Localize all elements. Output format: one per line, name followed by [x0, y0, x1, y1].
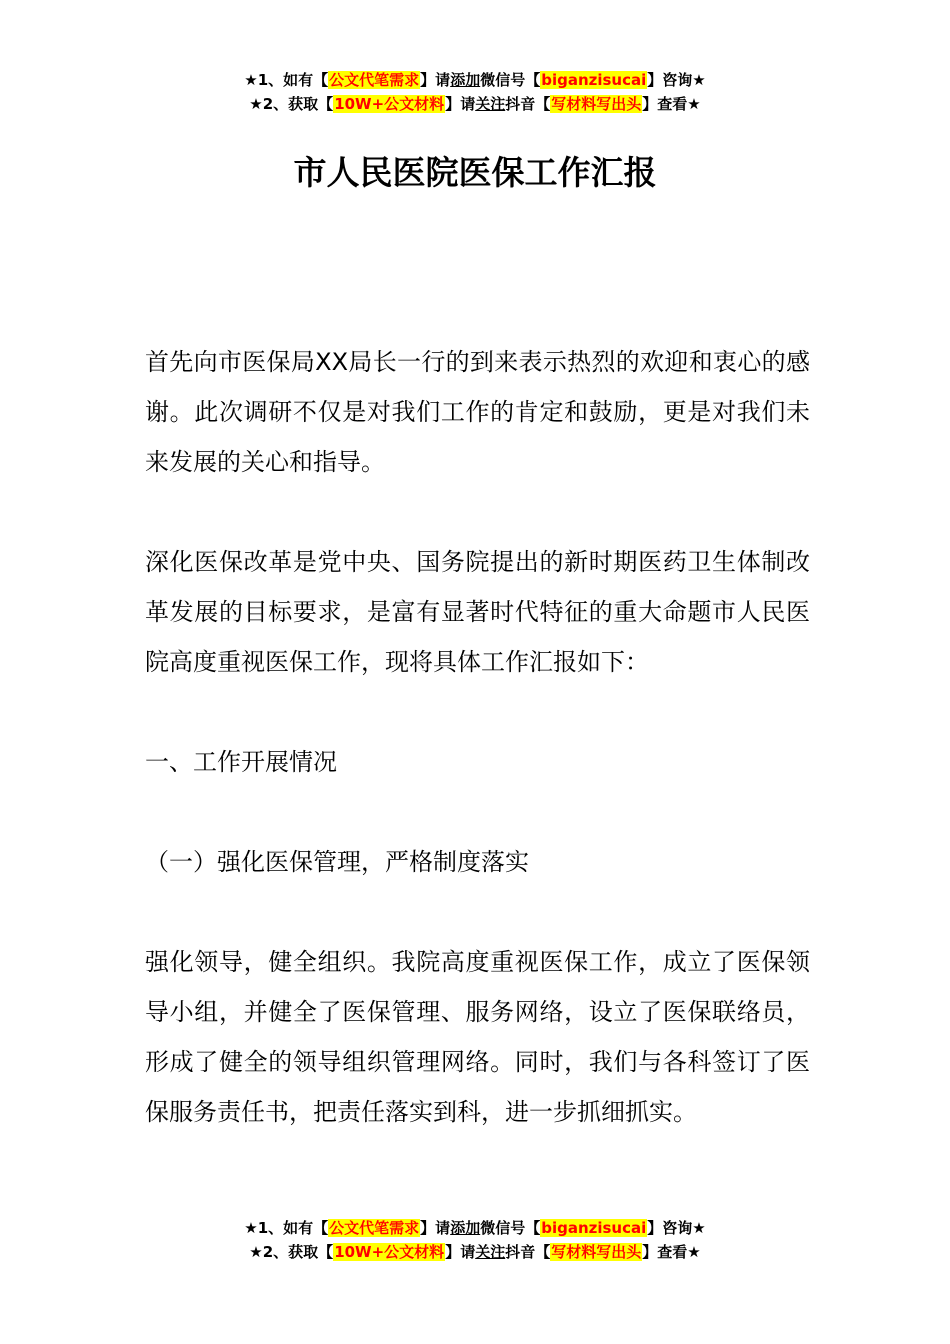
banner-text: 抖音【: [505, 95, 551, 113]
banner-text: 抖音【: [505, 1243, 551, 1261]
banner-text: 】查看★: [642, 95, 701, 113]
banner-text: 】咨询★: [647, 1219, 706, 1237]
banner-text: 】查看★: [642, 1243, 701, 1261]
banner-text: 】请: [420, 71, 451, 89]
banner-line-2: [0, 92, 950, 116]
section-heading: 一、工作开展情况: [145, 748, 337, 776]
underlined-word: 关注: [475, 1243, 506, 1261]
document-body: [145, 337, 810, 1137]
banner-text: 】请: [445, 1243, 476, 1261]
highlight-materials: 10W+公文材料: [334, 95, 445, 113]
highlight-wechat-id: biganzisucai: [541, 71, 647, 89]
paragraph-intro: 首先向市医保局XX局长一行的到来表示热烈的欢迎和衷心的感谢。此次调研不仅是对我们工作的肯定和鼓励，更是对我们未来发展的关心和指导。: [145, 348, 810, 476]
banner-text: 】请: [420, 1219, 451, 1237]
underlined-word: 关注: [475, 95, 506, 113]
banner-text: 微信号【: [480, 1219, 541, 1237]
banner-text: ★2、获取【: [249, 95, 334, 113]
paragraph-leadership: 强化领导，健全组织。我院高度重视医保工作，成立了医保领导小组，并健全了医保管理、服务网络，设立了医保联络员，形成了健全的领导组织管理网络。同时，我们与各科签订了医保服务责任书，把责任落实到科，进一步抓细抓实。: [145, 948, 810, 1126]
subsection-heading: （一）强化医保管理，严格制度落实: [145, 848, 529, 876]
banner-text: ★1、如有【: [244, 71, 329, 89]
banner-line-1: [0, 68, 950, 92]
underlined-word: 添加: [450, 71, 481, 89]
footer-banner: [0, 1216, 950, 1264]
highlight-douyin-id: 写材料写出头: [551, 95, 642, 113]
paragraph-background: 深化医保改革是党中央、国务院提出的新时期医药卫生体制改革发展的目标要求，是富有显著时代特征的重大命题市人民医院高度重视医保工作，现将具体工作汇报如下：: [145, 548, 810, 676]
banner-text: ★1、如有【: [244, 1219, 329, 1237]
banner-text: 】咨询★: [647, 71, 706, 89]
highlight-materials: 10W+公文材料: [334, 1243, 445, 1261]
header-banner: [0, 68, 950, 116]
banner-text: 微信号【: [480, 71, 541, 89]
highlight-service: 公文代笔需求: [329, 71, 420, 89]
banner-line-2: [0, 1240, 950, 1264]
document-title: 市人民医院医保工作汇报: [293, 153, 657, 192]
highlight-wechat-id: biganzisucai: [541, 1219, 647, 1237]
banner-text: ★2、获取【: [249, 1243, 334, 1261]
highlight-service: 公文代笔需求: [329, 1219, 420, 1237]
banner-line-1: [0, 1216, 950, 1240]
underlined-word: 添加: [450, 1219, 481, 1237]
banner-text: 】请: [445, 95, 476, 113]
highlight-douyin-id: 写材料写出头: [551, 1243, 642, 1261]
